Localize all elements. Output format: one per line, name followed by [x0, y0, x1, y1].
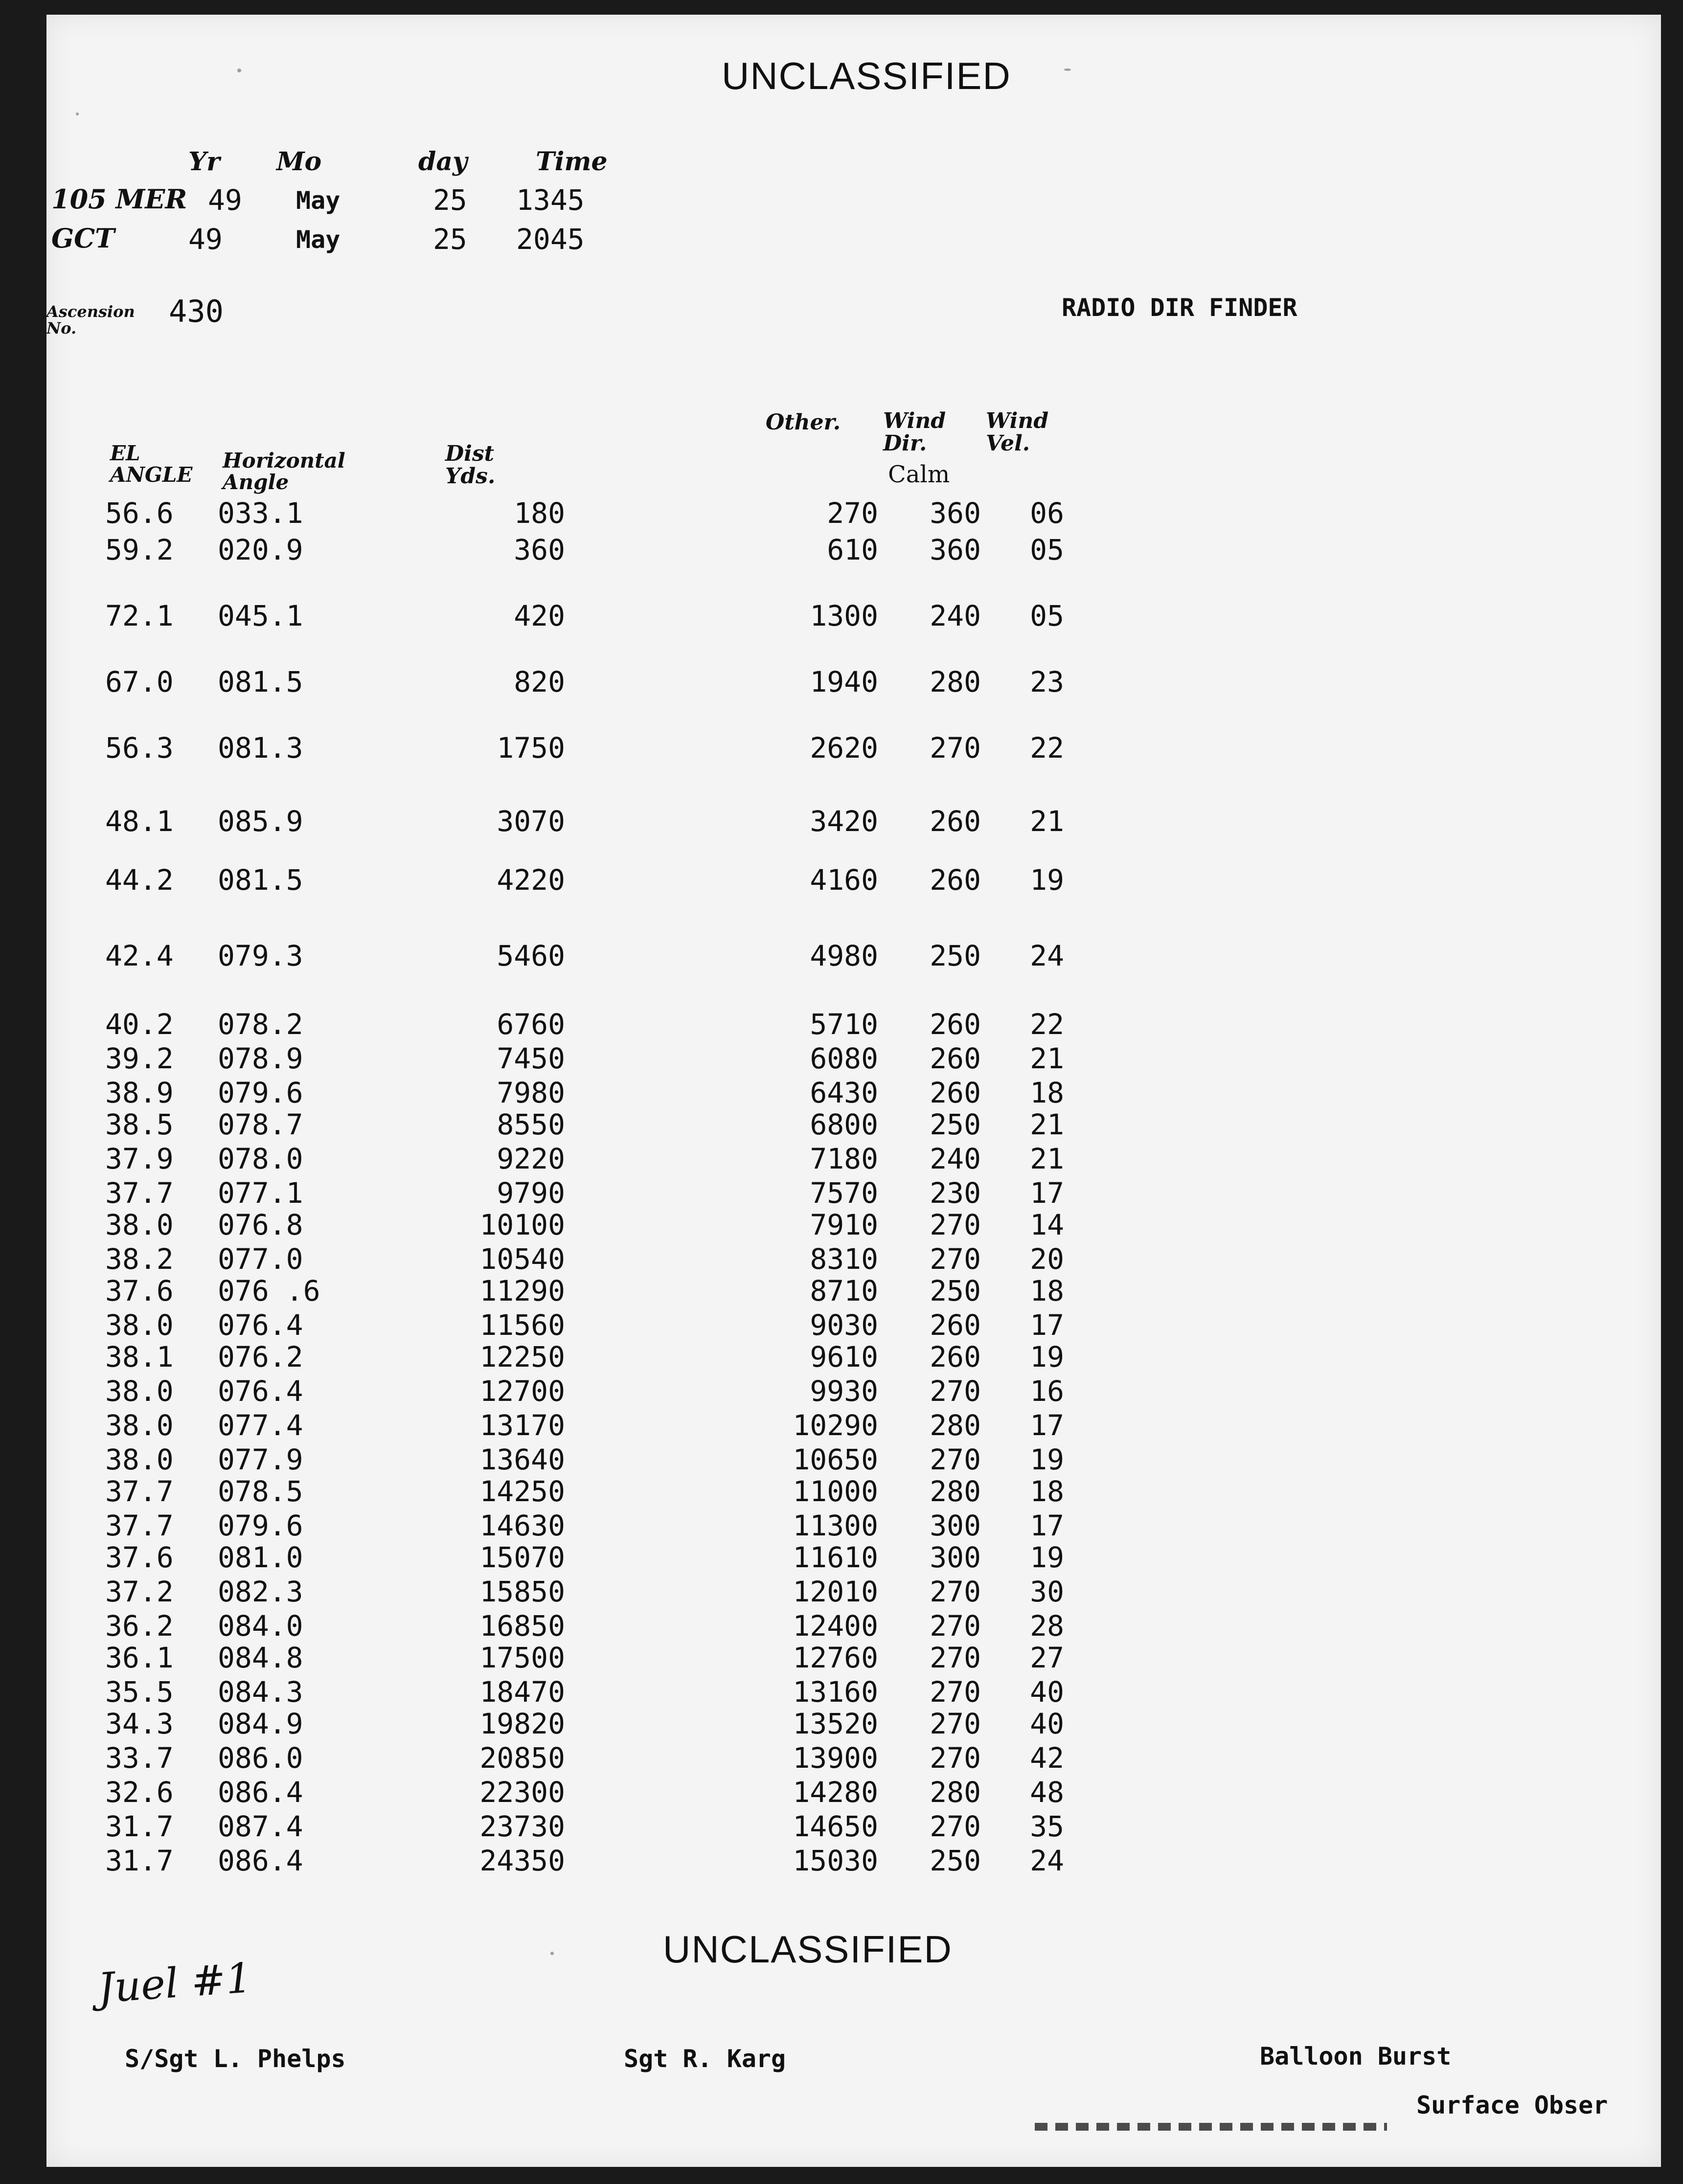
zone-local: 105 MER — [51, 183, 187, 215]
label-time: Time — [536, 147, 608, 177]
el-angle: 38.5 — [105, 1108, 174, 1141]
horizontal-angle: 077.9 — [218, 1443, 303, 1476]
distance-yds: 22300 — [479, 1776, 565, 1809]
zone-gct: GCT — [51, 223, 115, 254]
wind-velocity: 16 — [1030, 1374, 1064, 1408]
other-value: 10290 — [793, 1409, 878, 1442]
wind-velocity: 27 — [1030, 1641, 1064, 1674]
header-el-angle: EL ANGLE — [110, 441, 193, 487]
table-row — [46, 1142, 1123, 1173]
classification-stamp-top: UNCLASSIFIED — [722, 54, 1011, 97]
horizontal-angle: 086.4 — [218, 1844, 303, 1877]
observer-karg: Sgt R. Karg — [624, 2045, 786, 2073]
el-angle: 36.1 — [105, 1641, 174, 1674]
wind-direction: 280 — [930, 1776, 981, 1809]
other-value: 10650 — [793, 1443, 878, 1476]
horizontal-angle: 076.4 — [218, 1374, 303, 1408]
wind-direction: 270 — [930, 1242, 981, 1276]
distance-yds: 24350 — [479, 1844, 565, 1877]
wind-direction: 300 — [930, 1509, 981, 1542]
other-value: 15030 — [793, 1844, 878, 1877]
other-value: 9610 — [810, 1340, 878, 1373]
table-row — [46, 1076, 1123, 1107]
wind-direction: 270 — [930, 1641, 981, 1674]
other-value: 11300 — [793, 1509, 878, 1542]
other-value: 14280 — [793, 1776, 878, 1809]
table-row — [46, 665, 1123, 697]
date-row-gct — [51, 223, 687, 262]
time-gct: 2045 — [516, 223, 585, 256]
table-row — [46, 1308, 1123, 1340]
distance-yds: 360 — [514, 533, 565, 566]
table-row — [46, 1374, 1123, 1406]
wind-direction: 270 — [930, 1443, 981, 1476]
distance-yds: 5460 — [497, 939, 565, 972]
distance-yds: 16850 — [479, 1609, 565, 1643]
el-angle: 42.4 — [105, 939, 174, 972]
horizontal-angle: 087.4 — [218, 1810, 303, 1843]
horizontal-angle: 076.8 — [218, 1208, 303, 1241]
distance-yds: 12250 — [479, 1340, 565, 1373]
table-row — [46, 1475, 1123, 1506]
table-row — [46, 1340, 1123, 1372]
ascension-label: Ascension No. — [46, 302, 135, 338]
wind-direction: 260 — [930, 805, 981, 838]
day-local: 25 — [433, 183, 467, 217]
table-row — [46, 1810, 1123, 1841]
wind-direction: 250 — [930, 1108, 981, 1141]
table-row — [46, 1741, 1123, 1773]
distance-yds: 10540 — [479, 1242, 565, 1276]
table-row — [46, 1844, 1123, 1875]
el-angle: 67.0 — [105, 665, 174, 698]
table-row — [46, 1575, 1123, 1606]
el-angle: 37.7 — [105, 1176, 174, 1210]
horizontal-angle: 078.9 — [218, 1042, 303, 1075]
wind-velocity: 18 — [1030, 1076, 1064, 1109]
wind-velocity: 18 — [1030, 1475, 1064, 1508]
wind-velocity: 19 — [1030, 1541, 1064, 1574]
horizontal-angle: 084.9 — [218, 1707, 303, 1740]
horizontal-angle: 079.6 — [218, 1076, 303, 1109]
termination-note: Balloon Burst — [1260, 2042, 1452, 2071]
wind-direction: 240 — [930, 599, 981, 632]
distance-yds: 14250 — [479, 1475, 565, 1508]
date-header-labels — [188, 147, 678, 181]
wind-direction: 260 — [930, 1340, 981, 1373]
distance-yds: 13640 — [479, 1443, 565, 1476]
el-angle: 37.7 — [105, 1509, 174, 1542]
other-value: 7180 — [810, 1142, 878, 1175]
horizontal-angle: 082.3 — [218, 1575, 303, 1608]
distance-yds: 10100 — [479, 1208, 565, 1241]
wind-velocity: 40 — [1030, 1707, 1064, 1740]
wind-velocity: 30 — [1030, 1575, 1064, 1608]
wind-direction: 270 — [930, 1208, 981, 1241]
distance-yds: 11290 — [479, 1274, 565, 1307]
distance-yds: 23730 — [479, 1810, 565, 1843]
day-gct: 25 — [433, 223, 467, 256]
distance-yds: 1750 — [497, 731, 565, 765]
other-value: 270 — [827, 496, 878, 530]
table-row — [46, 805, 1123, 836]
wind-velocity: 35 — [1030, 1810, 1064, 1843]
wind-direction: 240 — [930, 1142, 981, 1175]
wind-direction: 260 — [930, 1042, 981, 1075]
horizontal-angle: 045.1 — [218, 599, 303, 632]
other-value: 13900 — [793, 1741, 878, 1775]
wind-direction: 250 — [930, 939, 981, 972]
wind-velocity: 20 — [1030, 1242, 1064, 1276]
wind-direction: 280 — [930, 665, 981, 698]
wind-velocity: 24 — [1030, 939, 1064, 972]
horizontal-angle: 081.5 — [218, 863, 303, 897]
ascension-block — [46, 293, 291, 342]
other-value: 7570 — [810, 1176, 878, 1210]
wind-velocity: 17 — [1030, 1409, 1064, 1442]
other-value: 2620 — [810, 731, 878, 765]
horizontal-angle: 084.3 — [218, 1675, 303, 1709]
distance-yds: 15070 — [479, 1541, 565, 1574]
distance-yds: 13170 — [479, 1409, 565, 1442]
table-row — [46, 599, 1123, 630]
header-horizontal-angle: Horizontal Angle — [223, 449, 345, 494]
el-angle: 31.7 — [105, 1810, 174, 1843]
wind-velocity: 21 — [1030, 1042, 1064, 1075]
table-row — [46, 1641, 1123, 1672]
table-row — [46, 731, 1123, 763]
calm-note: Calm — [888, 461, 950, 488]
distance-yds: 180 — [514, 496, 565, 530]
header-dist: Dist Yds. — [445, 441, 496, 489]
wind-velocity: 14 — [1030, 1208, 1064, 1241]
el-angle: 37.7 — [105, 1475, 174, 1508]
observer-phelps: S/Sgt L. Phelps — [125, 2045, 346, 2073]
wind-velocity: 05 — [1030, 599, 1064, 632]
table-row — [46, 1707, 1123, 1738]
wind-direction: 250 — [930, 1844, 981, 1877]
wind-direction: 270 — [930, 731, 981, 765]
el-angle: 33.7 — [105, 1741, 174, 1775]
wind-velocity: 24 — [1030, 1844, 1064, 1877]
wind-velocity: 18 — [1030, 1274, 1064, 1307]
horizontal-angle: 081.3 — [218, 731, 303, 765]
el-angle: 35.5 — [105, 1675, 174, 1709]
scan-speck — [237, 68, 241, 72]
other-value: 12400 — [793, 1609, 878, 1643]
table-row — [46, 1208, 1123, 1239]
other-value: 7910 — [810, 1208, 878, 1241]
horizontal-angle: 020.9 — [218, 533, 303, 566]
distance-yds: 9220 — [497, 1142, 565, 1175]
horizontal-angle: 033.1 — [218, 496, 303, 530]
distance-yds: 17500 — [479, 1641, 565, 1674]
distance-yds: 12700 — [479, 1374, 565, 1408]
other-value: 12760 — [793, 1641, 878, 1674]
table-row — [46, 1108, 1123, 1139]
wind-direction: 260 — [930, 1076, 981, 1109]
distance-yds: 6760 — [497, 1008, 565, 1041]
distance-yds: 15850 — [479, 1575, 565, 1608]
yr-gct: 49 — [188, 223, 223, 256]
scan-speck — [1064, 68, 1071, 71]
other-value: 4980 — [810, 939, 878, 972]
wind-direction: 230 — [930, 1176, 981, 1210]
other-value: 11610 — [793, 1541, 878, 1574]
other-value: 4160 — [810, 863, 878, 897]
horizontal-angle: 081.5 — [218, 665, 303, 698]
wind-direction: 270 — [930, 1575, 981, 1608]
horizontal-angle: 077.0 — [218, 1242, 303, 1276]
header-wind-dir: Wind Dir. — [883, 408, 946, 456]
wind-direction: 300 — [930, 1541, 981, 1574]
horizontal-angle: 084.8 — [218, 1641, 303, 1674]
horizontal-angle: 078.7 — [218, 1108, 303, 1141]
wind-direction: 280 — [930, 1409, 981, 1442]
wind-velocity: 05 — [1030, 533, 1064, 566]
el-angle: 38.1 — [105, 1340, 174, 1373]
wind-velocity: 06 — [1030, 496, 1064, 530]
wind-direction: 270 — [930, 1609, 981, 1643]
el-angle: 48.1 — [105, 805, 174, 838]
other-value: 11000 — [793, 1475, 878, 1508]
other-value: 12010 — [793, 1575, 878, 1608]
table-row — [46, 1541, 1123, 1572]
header-wind-vel: Wind Vel. — [986, 408, 1049, 456]
horizontal-angle: 076.2 — [218, 1340, 303, 1373]
el-angle: 34.3 — [105, 1707, 174, 1740]
table-row — [46, 1443, 1123, 1474]
other-value: 610 — [827, 533, 878, 566]
horizontal-angle: 078.5 — [218, 1475, 303, 1508]
el-angle: 38.0 — [105, 1208, 174, 1241]
table-row — [46, 1609, 1123, 1641]
wind-velocity: 21 — [1030, 1108, 1064, 1141]
table-row — [46, 496, 1123, 528]
other-value: 9930 — [810, 1374, 878, 1408]
el-angle: 56.3 — [105, 731, 174, 765]
distance-yds: 20850 — [479, 1741, 565, 1775]
table-row — [46, 1675, 1123, 1707]
distance-yds: 14630 — [479, 1509, 565, 1542]
wind-velocity: 23 — [1030, 665, 1064, 698]
table-row — [46, 1409, 1123, 1440]
wind-direction: 270 — [930, 1741, 981, 1775]
other-value: 8710 — [810, 1274, 878, 1307]
table-row — [46, 1042, 1123, 1073]
mo-local: May — [296, 186, 341, 215]
document-page — [46, 15, 1661, 2167]
wind-velocity: 42 — [1030, 1741, 1064, 1775]
distance-yds: 7450 — [497, 1042, 565, 1075]
other-value: 6080 — [810, 1042, 878, 1075]
wind-velocity: 21 — [1030, 1142, 1064, 1175]
distance-yds: 8550 — [497, 1108, 565, 1141]
ascension-number: 430 — [169, 293, 224, 329]
wind-direction: 270 — [930, 1810, 981, 1843]
other-value: 3420 — [810, 805, 878, 838]
distance-yds: 11560 — [479, 1308, 565, 1342]
distance-yds: 820 — [514, 665, 565, 698]
horizontal-angle: 081.0 — [218, 1541, 303, 1574]
wind-direction: 360 — [930, 533, 981, 566]
wind-direction: 270 — [930, 1374, 981, 1408]
table-row — [46, 1509, 1123, 1540]
el-angle: 38.0 — [105, 1409, 174, 1442]
other-value: 1300 — [810, 599, 878, 632]
other-value: 6430 — [810, 1076, 878, 1109]
el-angle: 36.2 — [105, 1609, 174, 1643]
horizontal-angle: 086.4 — [218, 1776, 303, 1809]
tracking-method: RADIO DIR FINDER — [1062, 293, 1297, 322]
table-row — [46, 1008, 1123, 1039]
wind-velocity: 48 — [1030, 1776, 1064, 1809]
horizontal-angle: 084.0 — [218, 1609, 303, 1643]
el-angle: 37.9 — [105, 1142, 174, 1175]
wind-direction: 250 — [930, 1274, 981, 1307]
other-value: 14650 — [793, 1810, 878, 1843]
wind-direction: 270 — [930, 1675, 981, 1709]
label-mo: Mo — [276, 147, 322, 177]
wind-velocity: 17 — [1030, 1308, 1064, 1342]
wind-velocity: 19 — [1030, 1340, 1064, 1373]
label-day: day — [418, 147, 468, 177]
distance-yds: 3070 — [497, 805, 565, 838]
scan-speck — [76, 113, 79, 115]
el-angle: 37.6 — [105, 1541, 174, 1574]
horizontal-angle: 077.1 — [218, 1176, 303, 1210]
wind-velocity: 19 — [1030, 863, 1064, 897]
scan-top-edge — [0, 0, 1683, 15]
classification-stamp-bottom: UNCLASSIFIED — [663, 1928, 953, 1971]
distance-yds: 420 — [514, 599, 565, 632]
distance-yds: 7980 — [497, 1076, 565, 1109]
horizontal-angle: 077.4 — [218, 1409, 303, 1442]
el-angle: 44.2 — [105, 863, 174, 897]
mo-gct: May — [296, 225, 341, 254]
wind-velocity: 22 — [1030, 731, 1064, 765]
other-value: 6800 — [810, 1108, 878, 1141]
el-angle: 38.9 — [105, 1076, 174, 1109]
label-yr: Yr — [188, 147, 220, 177]
horizontal-angle: 076.4 — [218, 1308, 303, 1342]
wind-direction: 260 — [930, 1308, 981, 1342]
el-angle: 38.2 — [105, 1242, 174, 1276]
wind-velocity: 22 — [1030, 1008, 1064, 1041]
date-row-local — [51, 183, 687, 223]
horizontal-angle: 079.3 — [218, 939, 303, 972]
el-angle: 38.0 — [105, 1308, 174, 1342]
wind-direction: 260 — [930, 1008, 981, 1041]
table-row — [46, 863, 1123, 895]
wind-direction: 270 — [930, 1707, 981, 1740]
el-angle: 56.6 — [105, 496, 174, 530]
wind-velocity: 40 — [1030, 1675, 1064, 1709]
time-local: 1345 — [516, 183, 585, 217]
yr-local: 49 — [208, 183, 242, 217]
distance-yds: 4220 — [497, 863, 565, 897]
el-angle: 32.6 — [105, 1776, 174, 1809]
table-row — [46, 1242, 1123, 1274]
horizontal-angle: 076 .6 — [218, 1274, 320, 1307]
surface-obs-note: Surface Obser — [1416, 2091, 1608, 2119]
other-value: 5710 — [810, 1008, 878, 1041]
distance-yds: 18470 — [479, 1675, 565, 1709]
table-row — [46, 1176, 1123, 1208]
horizontal-angle: 078.2 — [218, 1008, 303, 1041]
other-value: 9030 — [810, 1308, 878, 1342]
other-value: 1940 — [810, 665, 878, 698]
other-value: 13160 — [793, 1675, 878, 1709]
el-angle: 38.0 — [105, 1374, 174, 1408]
wind-velocity: 17 — [1030, 1509, 1064, 1542]
wind-velocity: 17 — [1030, 1176, 1064, 1210]
horizontal-angle: 078.0 — [218, 1142, 303, 1175]
horizontal-angle: 086.0 — [218, 1741, 303, 1775]
other-value: 13520 — [793, 1707, 878, 1740]
table-row — [46, 533, 1123, 564]
el-angle: 37.6 — [105, 1274, 174, 1307]
el-angle: 37.2 — [105, 1575, 174, 1608]
wind-velocity: 19 — [1030, 1443, 1064, 1476]
distance-yds: 19820 — [479, 1707, 565, 1740]
wind-velocity: 21 — [1030, 805, 1064, 838]
handwritten-note: Juel #1 — [96, 1954, 253, 2012]
horizontal-angle: 079.6 — [218, 1509, 303, 1542]
table-row — [46, 1274, 1123, 1306]
table-row — [46, 1776, 1123, 1807]
table-row — [46, 939, 1123, 970]
distance-yds: 9790 — [497, 1176, 565, 1210]
el-angle: 40.2 — [105, 1008, 174, 1041]
el-angle: 31.7 — [105, 1844, 174, 1877]
el-angle: 72.1 — [105, 599, 174, 632]
header-other: Other. — [766, 410, 841, 435]
wind-velocity: 28 — [1030, 1609, 1064, 1643]
cropped-typed-line — [1035, 2123, 1387, 2131]
wind-direction: 280 — [930, 1475, 981, 1508]
wind-direction: 260 — [930, 863, 981, 897]
el-angle: 59.2 — [105, 533, 174, 566]
wind-direction: 360 — [930, 496, 981, 530]
el-angle: 38.0 — [105, 1443, 174, 1476]
scan-speck — [550, 1952, 554, 1955]
horizontal-angle: 085.9 — [218, 805, 303, 838]
el-angle: 39.2 — [105, 1042, 174, 1075]
other-value: 8310 — [810, 1242, 878, 1276]
